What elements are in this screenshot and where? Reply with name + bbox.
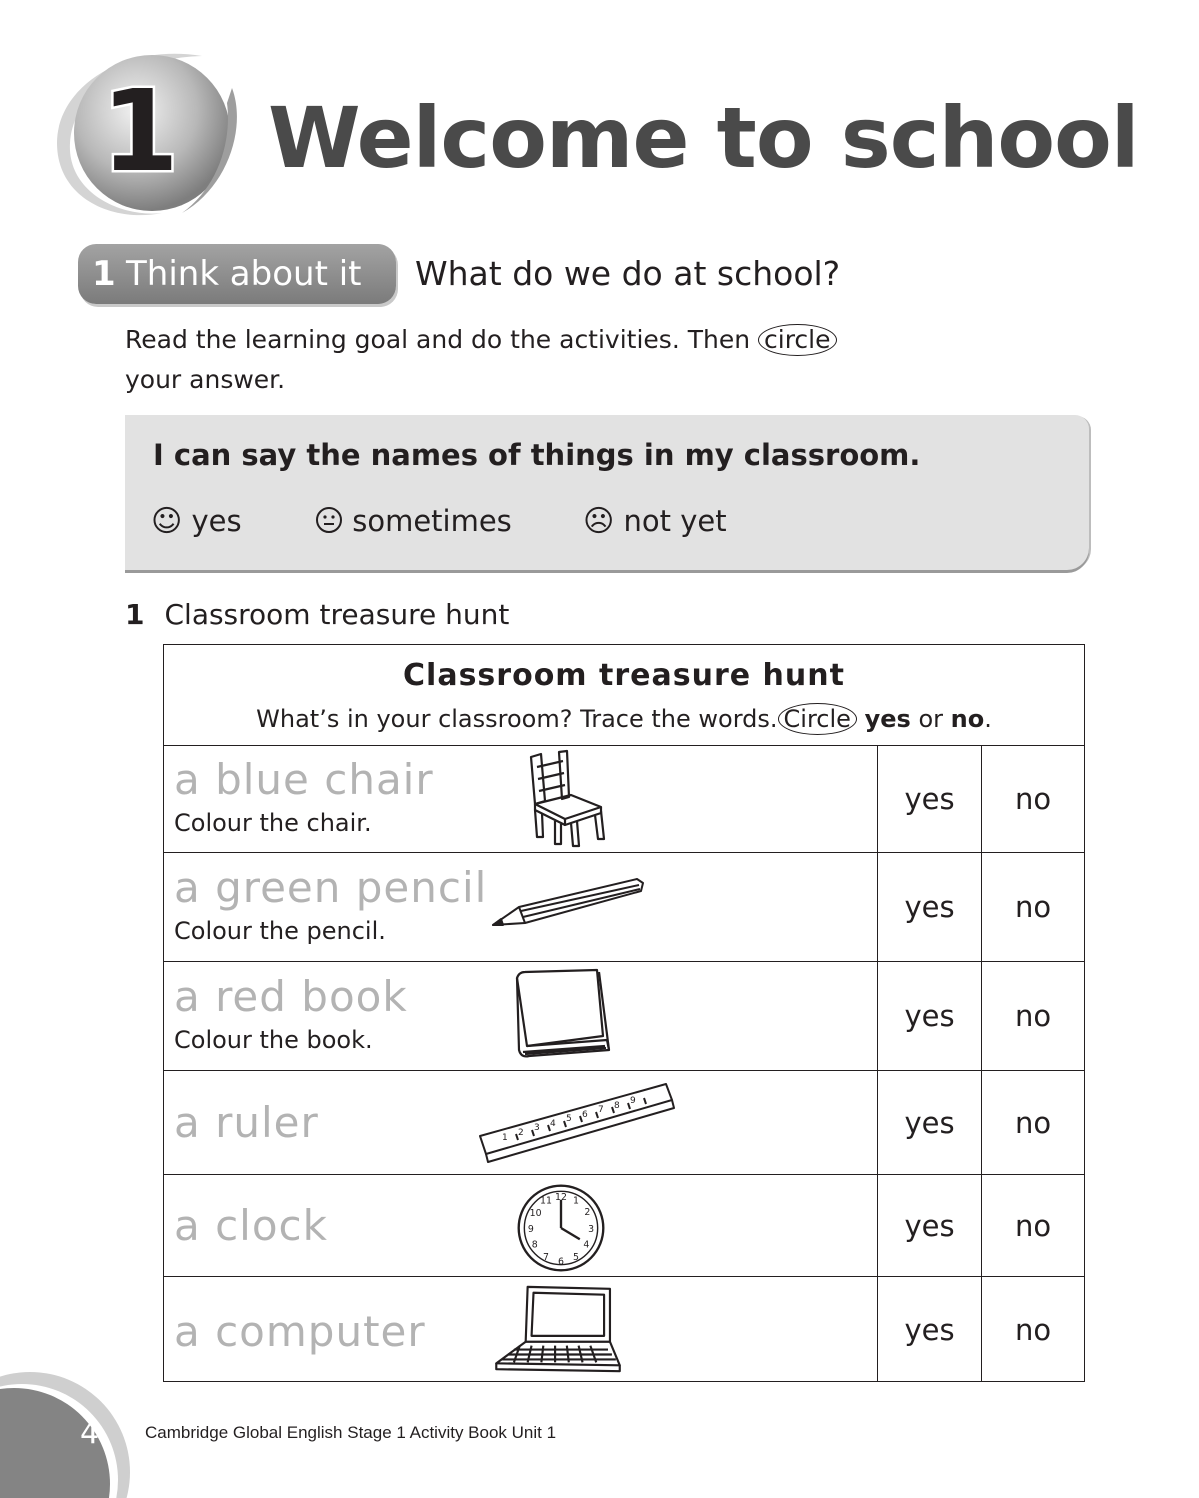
yes-option[interactable]: yes bbox=[877, 745, 981, 852]
footer-text bbox=[145, 1420, 556, 1446]
svg-text:1: 1 bbox=[502, 1133, 508, 1143]
learning-goal-box bbox=[125, 415, 1089, 570]
rating-sometimes[interactable] bbox=[315, 499, 512, 543]
ruler-picture[interactable] bbox=[476, 1076, 676, 1166]
table-row bbox=[164, 745, 1084, 853]
svg-text:12: 12 bbox=[555, 1191, 567, 1203]
svg-text:4: 4 bbox=[583, 1239, 590, 1251]
svg-text:8: 8 bbox=[614, 1101, 620, 1111]
activity-number: 1 bbox=[125, 598, 145, 631]
treasure-hunt-table bbox=[163, 644, 1085, 1382]
svg-text:11: 11 bbox=[539, 1195, 552, 1207]
page-corner-badge bbox=[0, 1360, 140, 1498]
page-number: 4 bbox=[80, 1416, 100, 1451]
instructions-text-end: your answer. bbox=[125, 365, 286, 394]
section-question: What do we do at school? bbox=[415, 254, 841, 293]
clock-picture[interactable] bbox=[514, 1181, 608, 1275]
table-subtitle-text: What’s in your classroom? Trace the words. bbox=[256, 705, 778, 733]
svg-text:6: 6 bbox=[558, 1256, 564, 1268]
table-title: Classroom treasure hunt bbox=[403, 658, 845, 693]
svg-text:7: 7 bbox=[542, 1251, 549, 1263]
no-option[interactable]: no bbox=[981, 962, 1084, 1070]
no-option[interactable]: no bbox=[981, 1175, 1084, 1276]
yes-option[interactable]: yes bbox=[877, 1175, 981, 1276]
neutral-face-icon bbox=[315, 506, 343, 534]
yes-option[interactable]: yes bbox=[877, 962, 981, 1070]
svg-text:3: 3 bbox=[534, 1123, 540, 1133]
svg-text:4: 4 bbox=[550, 1119, 556, 1129]
svg-text:9: 9 bbox=[527, 1223, 534, 1235]
subtitle-no: no bbox=[950, 705, 985, 733]
svg-text:8: 8 bbox=[531, 1239, 538, 1251]
trace-word[interactable]: a computer bbox=[174, 1307, 426, 1356]
table-row bbox=[164, 1175, 1084, 1277]
row-instruction: Colour the chair. bbox=[174, 809, 372, 837]
trace-word[interactable]: a red book bbox=[174, 972, 408, 1021]
footer-series: Cambridge Global English bbox=[145, 1423, 343, 1442]
pencil-picture[interactable] bbox=[489, 873, 649, 933]
section-number: 1 bbox=[92, 254, 116, 294]
rating-label: not yet bbox=[623, 504, 727, 538]
subtitle-end: . bbox=[984, 705, 992, 733]
svg-text:1: 1 bbox=[573, 1195, 580, 1207]
table-row bbox=[164, 1277, 1084, 1382]
learning-goal-text: I can say the names of things in my classroom. bbox=[153, 438, 921, 472]
yes-option[interactable]: yes bbox=[877, 1071, 981, 1174]
no-option[interactable]: no bbox=[981, 1071, 1084, 1174]
row-instruction: Colour the book. bbox=[174, 1026, 373, 1054]
circled-word: circle bbox=[758, 324, 837, 356]
table-row bbox=[164, 1071, 1084, 1175]
sad-face-icon: ☹ bbox=[583, 504, 615, 539]
svg-text:3: 3 bbox=[588, 1223, 595, 1235]
table-row bbox=[164, 853, 1084, 962]
footer-book: Stage 1 Activity Book Unit 1 bbox=[347, 1423, 557, 1442]
svg-text:9: 9 bbox=[630, 1096, 636, 1106]
svg-text:7: 7 bbox=[598, 1105, 604, 1115]
svg-text:10: 10 bbox=[529, 1207, 542, 1219]
trace-word[interactable]: a green pencil bbox=[174, 863, 488, 912]
no-option[interactable]: no bbox=[981, 745, 1084, 852]
subtitle-yes: yes bbox=[864, 705, 911, 733]
happy-face-icon: ☺ bbox=[151, 504, 183, 539]
svg-text:2: 2 bbox=[584, 1206, 591, 1218]
trace-word[interactable]: a ruler bbox=[174, 1098, 319, 1147]
subtitle-or: or bbox=[918, 705, 943, 733]
rating-label: yes bbox=[191, 504, 242, 538]
activity-title: Classroom treasure hunt bbox=[164, 598, 510, 631]
yes-option[interactable]: yes bbox=[877, 853, 981, 961]
book-picture[interactable] bbox=[509, 966, 619, 1066]
section-label-pill bbox=[78, 244, 396, 304]
no-option[interactable]: no bbox=[981, 1277, 1084, 1382]
table-subtitle bbox=[164, 701, 1084, 737]
unit-number: 1 bbox=[101, 67, 179, 197]
rating-yes[interactable] bbox=[151, 499, 242, 544]
svg-text:5: 5 bbox=[566, 1114, 572, 1124]
rating-label: sometimes bbox=[352, 504, 512, 538]
instructions-text: Read the learning goal and do the activities. Then bbox=[125, 325, 751, 354]
table-row bbox=[164, 962, 1084, 1071]
computer-picture[interactable] bbox=[489, 1281, 629, 1379]
svg-text:5: 5 bbox=[573, 1251, 580, 1263]
yes-option[interactable]: yes bbox=[877, 1277, 981, 1382]
no-option[interactable]: no bbox=[981, 853, 1084, 961]
svg-text:2: 2 bbox=[518, 1128, 524, 1138]
activity-heading bbox=[125, 595, 509, 635]
svg-text:6: 6 bbox=[582, 1110, 588, 1120]
rating-not-yet[interactable] bbox=[583, 499, 727, 544]
table-header bbox=[164, 645, 1084, 746]
instructions bbox=[125, 320, 905, 400]
circled-word: Circle bbox=[778, 703, 857, 735]
chair-picture[interactable] bbox=[519, 749, 619, 849]
unit-title: Welcome to school bbox=[268, 89, 1139, 187]
trace-word[interactable]: a clock bbox=[174, 1201, 328, 1250]
trace-word[interactable]: a blue chair bbox=[174, 755, 434, 804]
row-instruction: Colour the pencil. bbox=[174, 917, 386, 945]
unit-number-badge bbox=[52, 48, 252, 223]
section-label: Think about it bbox=[126, 254, 362, 294]
